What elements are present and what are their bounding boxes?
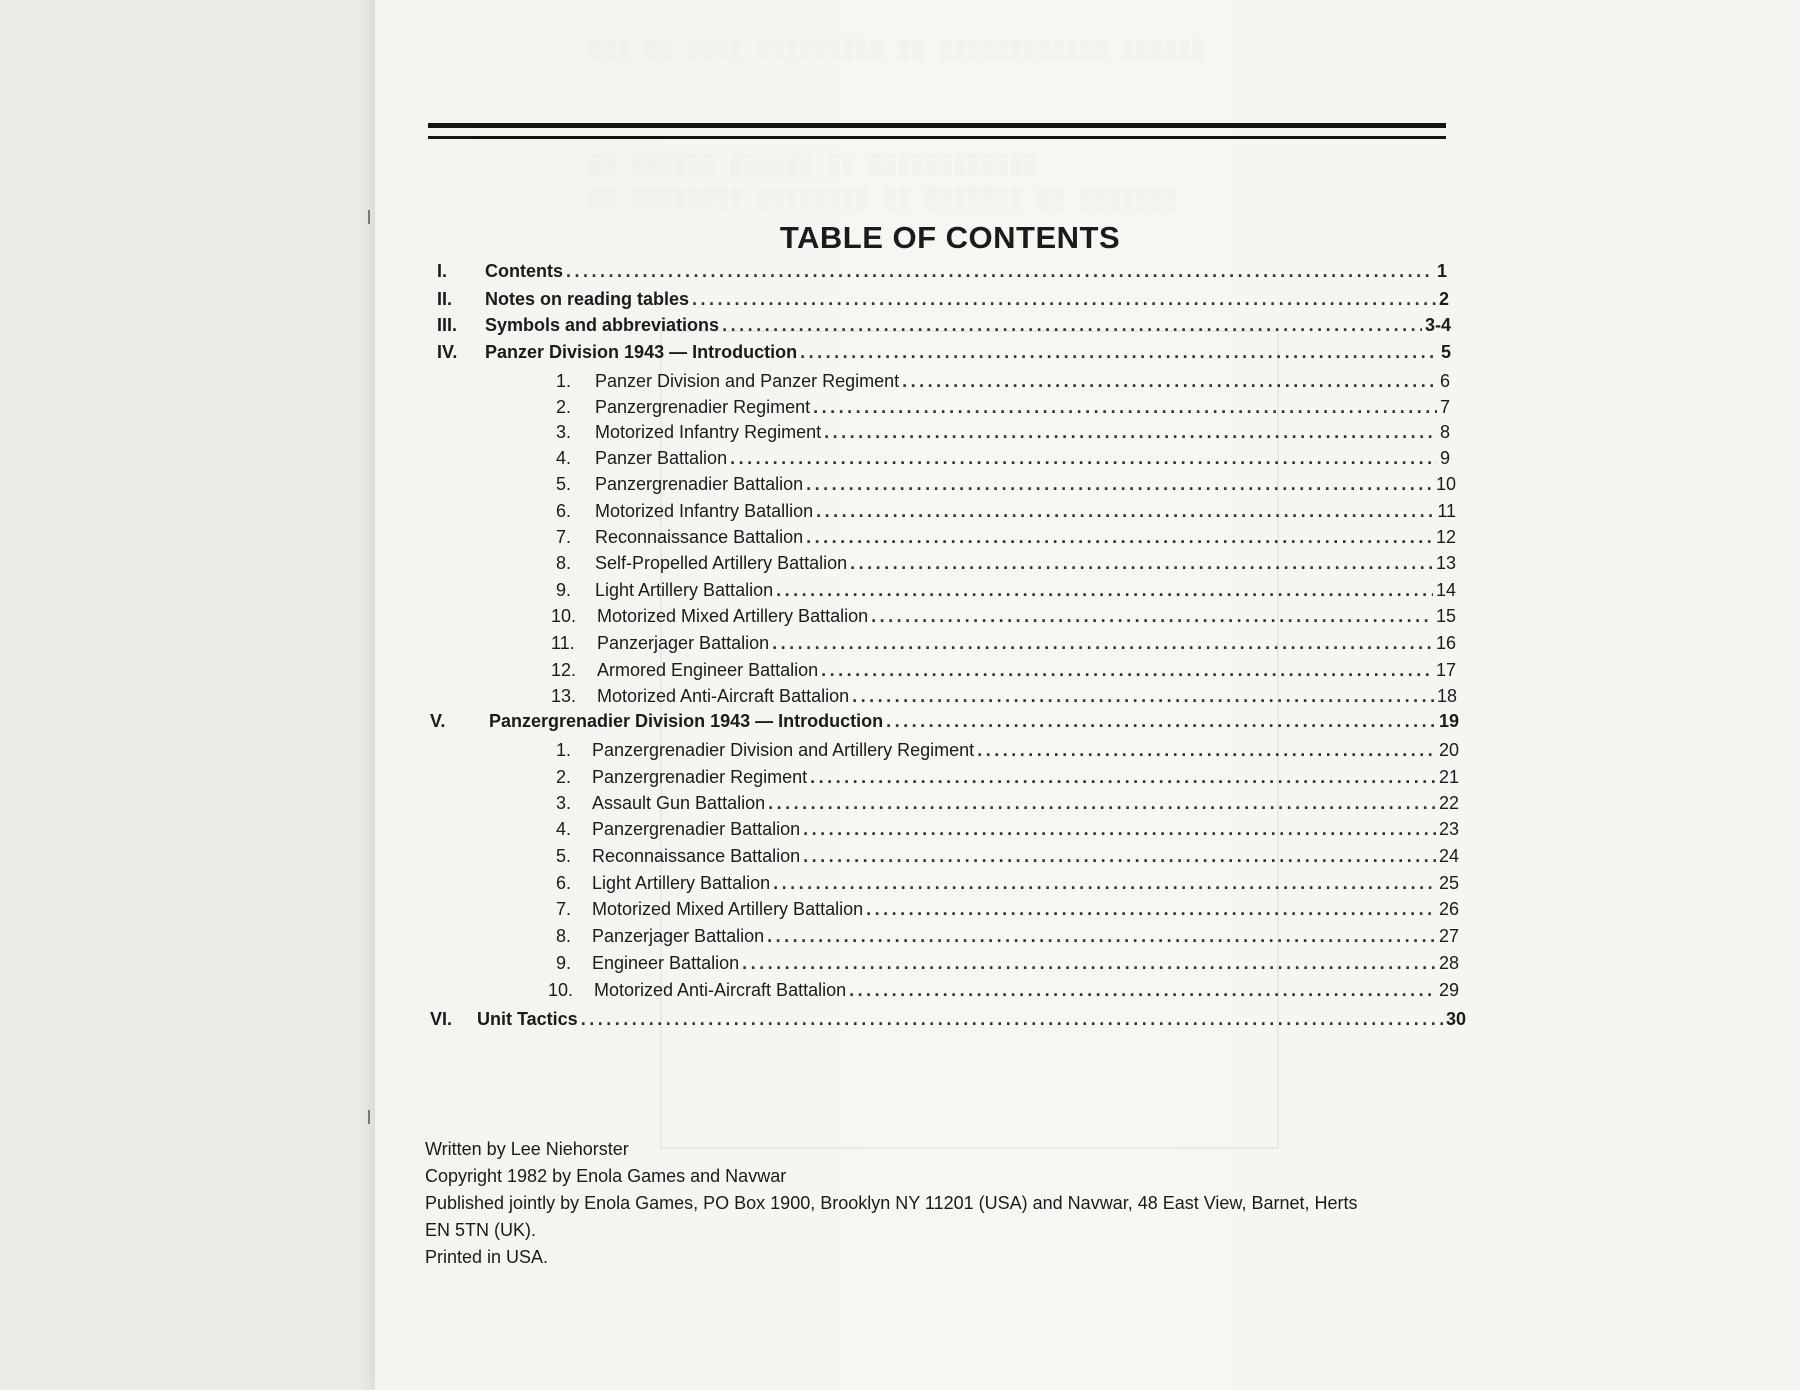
leader-dots [977,739,1436,761]
entry-page: 11 [1437,501,1456,521]
entry-page: 19 [1438,711,1459,731]
entry-number: 12. [551,660,577,680]
entry-number: 8. [556,926,572,946]
entry-page: 29 [1438,980,1459,1000]
entry-number: I. [437,261,448,281]
entry-page: 12 [1435,527,1456,547]
entry-label: Motorized Mixed Artillery Battalion [597,606,869,626]
toc-entry [556,526,1456,548]
entry-page: 23 [1438,819,1459,839]
entry-page: 10 [1435,474,1456,494]
leader-dots [902,370,1437,392]
binding-staple [368,210,370,224]
toc-entry [556,447,1450,469]
entry-page: 6 [1439,371,1450,391]
entry-label: Panzergrenadier Battalion [595,474,804,494]
leader-dots [803,818,1436,840]
entry-label: Panzer Battalion [595,448,728,468]
entry-page: 5 [1440,342,1451,362]
entry-label: Panzerjager Battalion [597,633,770,653]
leader-dots [871,605,1433,627]
leader-dots [722,314,1422,336]
leader-dots [742,952,1436,974]
toc-entry [556,500,1456,522]
entry-number: 7. [556,899,572,919]
entry-number: 2. [556,767,572,787]
entry-label: Motorized Anti-Aircraft Battalion [597,686,850,706]
leader-dots [849,979,1436,1001]
toc-entry [556,925,1459,947]
entry-page: 28 [1438,953,1459,973]
entry-page: 18 [1436,686,1457,706]
entry-label: Assault Gun Battalion [592,793,766,813]
leader-dots [773,872,1436,894]
entry-label: Unit Tactics [477,1009,578,1029]
leader-dots [806,473,1433,495]
entry-label: Self-Propelled Artillery Battalion [595,553,848,573]
entry-number: 2. [556,397,572,417]
toc-entry [556,370,1450,392]
entry-label: Reconnaissance Battalion [592,846,801,866]
toc-entry [551,632,1456,654]
entry-number: 13. [551,686,577,706]
entry-label: Motorized Anti-Aircraft Battalion [594,980,847,1000]
entry-number: 4. [556,448,572,468]
entry-label: Panzergrenadier Regiment [592,767,808,787]
entry-number: 4. [556,819,572,839]
leader-dots [821,659,1433,681]
entry-page: 17 [1435,660,1456,680]
toc-entry [551,605,1456,627]
bleed-through-text: ▒▒ ▒▒▒▒▒▒▒▒ ▒▒▒▒▒▒▒▒ ▒▒ ▒▒▒▒▒▒▒ ▒▒ ▒▒▒▒▒▒▒ [590,188,1179,211]
entry-label: Motorized Infantry Batallion [595,501,814,521]
entry-label: Symbols and abbreviations [485,315,720,335]
entry-number: III. [437,315,458,335]
leader-dots [803,845,1436,867]
entry-label: Panzergrenadier Regiment [595,397,811,417]
leader-dots [816,500,1434,522]
page-title: TABLE OF CONTENTS [779,220,1121,255]
entry-label: Panzergrenadier Division and Artillery Regiment [592,740,975,760]
toc-entry [556,898,1459,920]
entry-page: 15 [1435,606,1456,626]
entry-label: Motorized Mixed Artillery Battalion [592,899,864,919]
entry-number: 7. [556,527,572,547]
toc-entry [556,766,1459,788]
entry-page: 30 [1445,1009,1466,1029]
toc-entry [551,685,1457,707]
author-line: Written by Lee Niehorster [425,1139,629,1159]
leader-dots [772,632,1433,654]
publisher-line: Published jointly by Enola Games, PO Box 1900, Brooklyn NY 11201 (USA) and Navwar, 48 East View, Barnet, Herts [425,1193,1358,1213]
entry-number: 9. [556,953,572,973]
entry-label: Light Artillery Battalion [592,873,771,893]
toc-entry [556,579,1456,601]
entry-label: Panzer Division and Panzer Regiment [595,371,900,391]
entry-page: 1 [1436,261,1447,281]
leader-dots [767,925,1436,947]
toc-entry [556,818,1459,840]
leader-dots [852,685,1434,707]
leader-dots [824,421,1437,443]
bleed-through-text: ▒▒▒ ▒▒ ▒▒▒▒ ▒▒▒▒▒▒▒▒▒ ▒▒ ▒▒▒▒▒▒▒▒▒▒▒▒ ▒▒▒▒▒▒ [590,40,1207,63]
entry-page: 8 [1439,422,1450,442]
leader-dots [866,898,1436,920]
entry-page: 7 [1439,397,1450,417]
leader-dots [806,526,1433,548]
entry-number: 5. [556,474,572,494]
publisher-line-2: EN 5TN (UK). [425,1220,537,1240]
entry-number: 11. [551,633,575,653]
toc-entry [556,473,1456,495]
entry-page: 13 [1435,553,1456,573]
entry-number: 6. [556,501,572,521]
leader-dots [810,766,1436,788]
entry-number: 8. [556,553,572,573]
entry-label: Panzerjager Battalion [592,926,765,946]
entry-page: 21 [1438,767,1459,787]
leader-dots [581,1008,1443,1030]
entry-page: 9 [1439,448,1450,468]
toc-entry [437,341,1451,363]
entry-label: Notes on reading tables [485,289,690,309]
entry-number: VI. [430,1009,453,1029]
entry-label: Panzergrenadier Division 1943 — Introduction [489,711,884,731]
toc-entry [556,396,1450,418]
printed-line: Printed in USA. [425,1247,549,1267]
entry-label: Light Artillery Battalion [595,580,774,600]
entry-label: Engineer Battalion [592,953,740,973]
toc-entry [437,260,1447,282]
leader-dots [566,260,1434,282]
binding-staple [368,1110,370,1124]
entry-number: 5. [556,846,572,866]
toc-entry [556,421,1450,443]
entry-number: 6. [556,873,572,893]
toc-entry [437,288,1449,310]
entry-page: 24 [1438,846,1459,866]
toc-entry [556,845,1459,867]
toc-entry [556,792,1459,814]
copyright-line: Copyright 1982 by Enola Games and Navwar [425,1166,787,1186]
entry-page: 27 [1438,926,1459,946]
entry-page: 3-4 [1424,315,1451,335]
leader-dots [886,710,1436,732]
entry-number: 3. [556,422,572,442]
entry-page: 25 [1438,873,1459,893]
leader-dots [800,341,1438,363]
entry-number: 1. [556,371,572,391]
entry-page: 16 [1435,633,1456,653]
entry-page: 26 [1438,899,1459,919]
toc-entry [430,710,1459,732]
toc-entry [437,314,1451,336]
entry-page: 22 [1438,793,1459,813]
entry-page: 14 [1435,580,1456,600]
leader-dots [730,447,1437,469]
entry-number: 10. [551,606,577,626]
toc-entry [556,872,1459,894]
toc-entry [430,1008,1466,1030]
credits-block [425,1136,1485,1271]
toc-entry [556,552,1456,574]
leader-dots [692,288,1436,310]
entry-number: 1. [556,740,572,760]
entry-number: 9. [556,580,572,600]
toc-entry [548,979,1459,1001]
leader-dots [850,552,1433,574]
entry-number: IV. [437,342,458,362]
toc-entry [556,952,1459,974]
bleed-through-text: ▒▒ ▒▒▒▒▒▒ ▒▒▒▒▒▒ ▒▒ ▒▒▒▒▒▒▒▒▒▒▒▒ [590,155,1039,178]
toc-entry [556,739,1459,761]
leader-dots [813,396,1437,418]
entry-label: Panzergrenadier Battalion [592,819,801,839]
entry-label: Armored Engineer Battalion [597,660,819,680]
entry-label: Motorized Infantry Regiment [595,422,822,442]
entry-number: II. [437,289,453,309]
leader-dots [768,792,1436,814]
toc-entry [551,659,1456,681]
entry-label: Contents [485,261,563,281]
leader-dots [776,579,1433,601]
entry-label: Reconnaissance Battalion [595,527,804,547]
entry-number: V. [430,711,446,731]
entry-label: Panzer Division 1943 — Introduction [485,342,798,362]
entry-page: 20 [1438,740,1459,760]
entry-number: 10. [548,980,574,1000]
entry-number: 3. [556,793,572,813]
entry-page: 2 [1438,289,1449,309]
